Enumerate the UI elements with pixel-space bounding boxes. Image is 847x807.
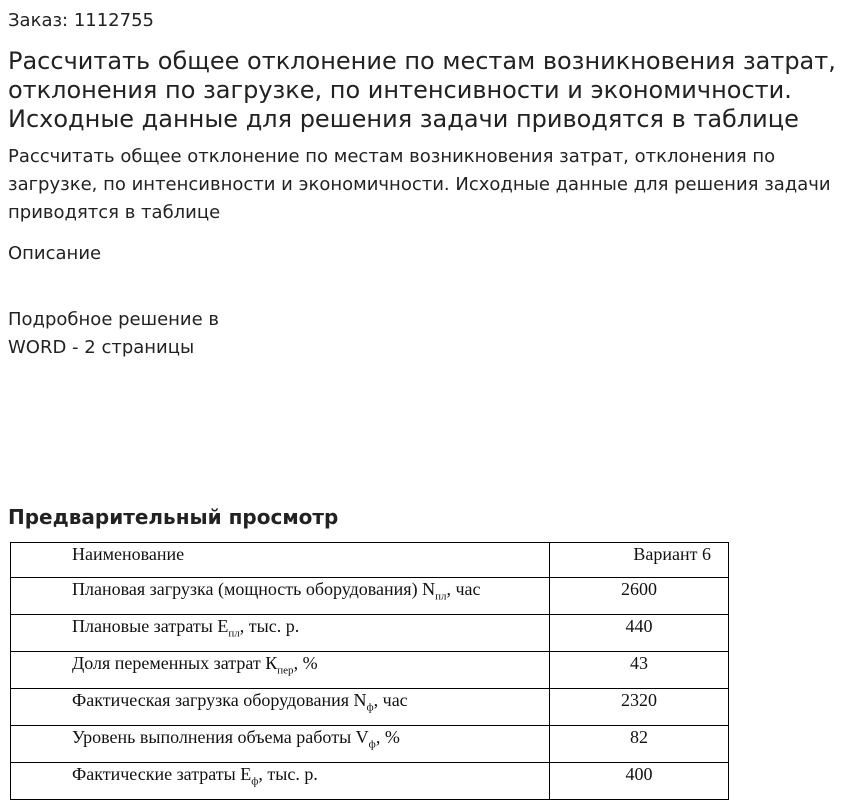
row-name-cell: Плановая загрузка (мощность оборудования) $N_{пл}$, час bbox=[11, 578, 550, 615]
row-name-cell: Плановые затраты $Е_{пл}$, тыс. р. bbox=[11, 615, 550, 652]
row-name-cell: Фактические затраты $Е_ф$, тыс. р. bbox=[11, 763, 550, 800]
header-value-cell: Вариант 6 bbox=[550, 543, 729, 578]
table-row bbox=[11, 726, 729, 763]
table-row bbox=[11, 652, 729, 689]
table-row bbox=[11, 578, 729, 615]
order-number: Заказ: 1112755 bbox=[8, 10, 154, 31]
header-name-cell: Наименование bbox=[11, 543, 550, 578]
row-name-cell: Доля переменных затрат $К_{пер}$, % bbox=[11, 652, 550, 689]
table-row bbox=[11, 615, 729, 652]
table-row bbox=[11, 689, 729, 726]
table-header-row bbox=[11, 543, 729, 578]
row-value-cell: 2600 bbox=[550, 578, 729, 615]
description-heading: Описание bbox=[8, 243, 102, 264]
row-value-cell: 82 bbox=[550, 726, 729, 763]
row-value-cell: 400 bbox=[550, 763, 729, 800]
row-value-cell: 43 bbox=[550, 652, 729, 689]
solution-details: Подробное решение в WORD - 2 страницы bbox=[8, 309, 220, 358]
table-row bbox=[11, 763, 729, 800]
page-title: Рассчитать общее отклонение по местам возникновения затрат, отклонения по загрузке, по интенсивности и экономичности. Исходные данные для решения задачи приводятся в таблице bbox=[8, 47, 836, 133]
row-name-cell: Уровень выполнения объема работы $V_ф$, % bbox=[11, 726, 550, 763]
row-value-cell: 2320 bbox=[550, 689, 729, 726]
task-description: Рассчитать общее отклонение по местам возникновения затрат, отклонения по загрузке, по интенсивности и экономичности. Исходные данные для решения задачи приводятся в таблице bbox=[8, 146, 831, 223]
row-name-cell: Фактическая загрузка оборудования $N_ф$, час bbox=[11, 689, 550, 726]
preview-table bbox=[10, 542, 729, 800]
row-value-cell: 440 bbox=[550, 615, 729, 652]
preview-heading: Предварительный просмотр bbox=[8, 505, 339, 529]
